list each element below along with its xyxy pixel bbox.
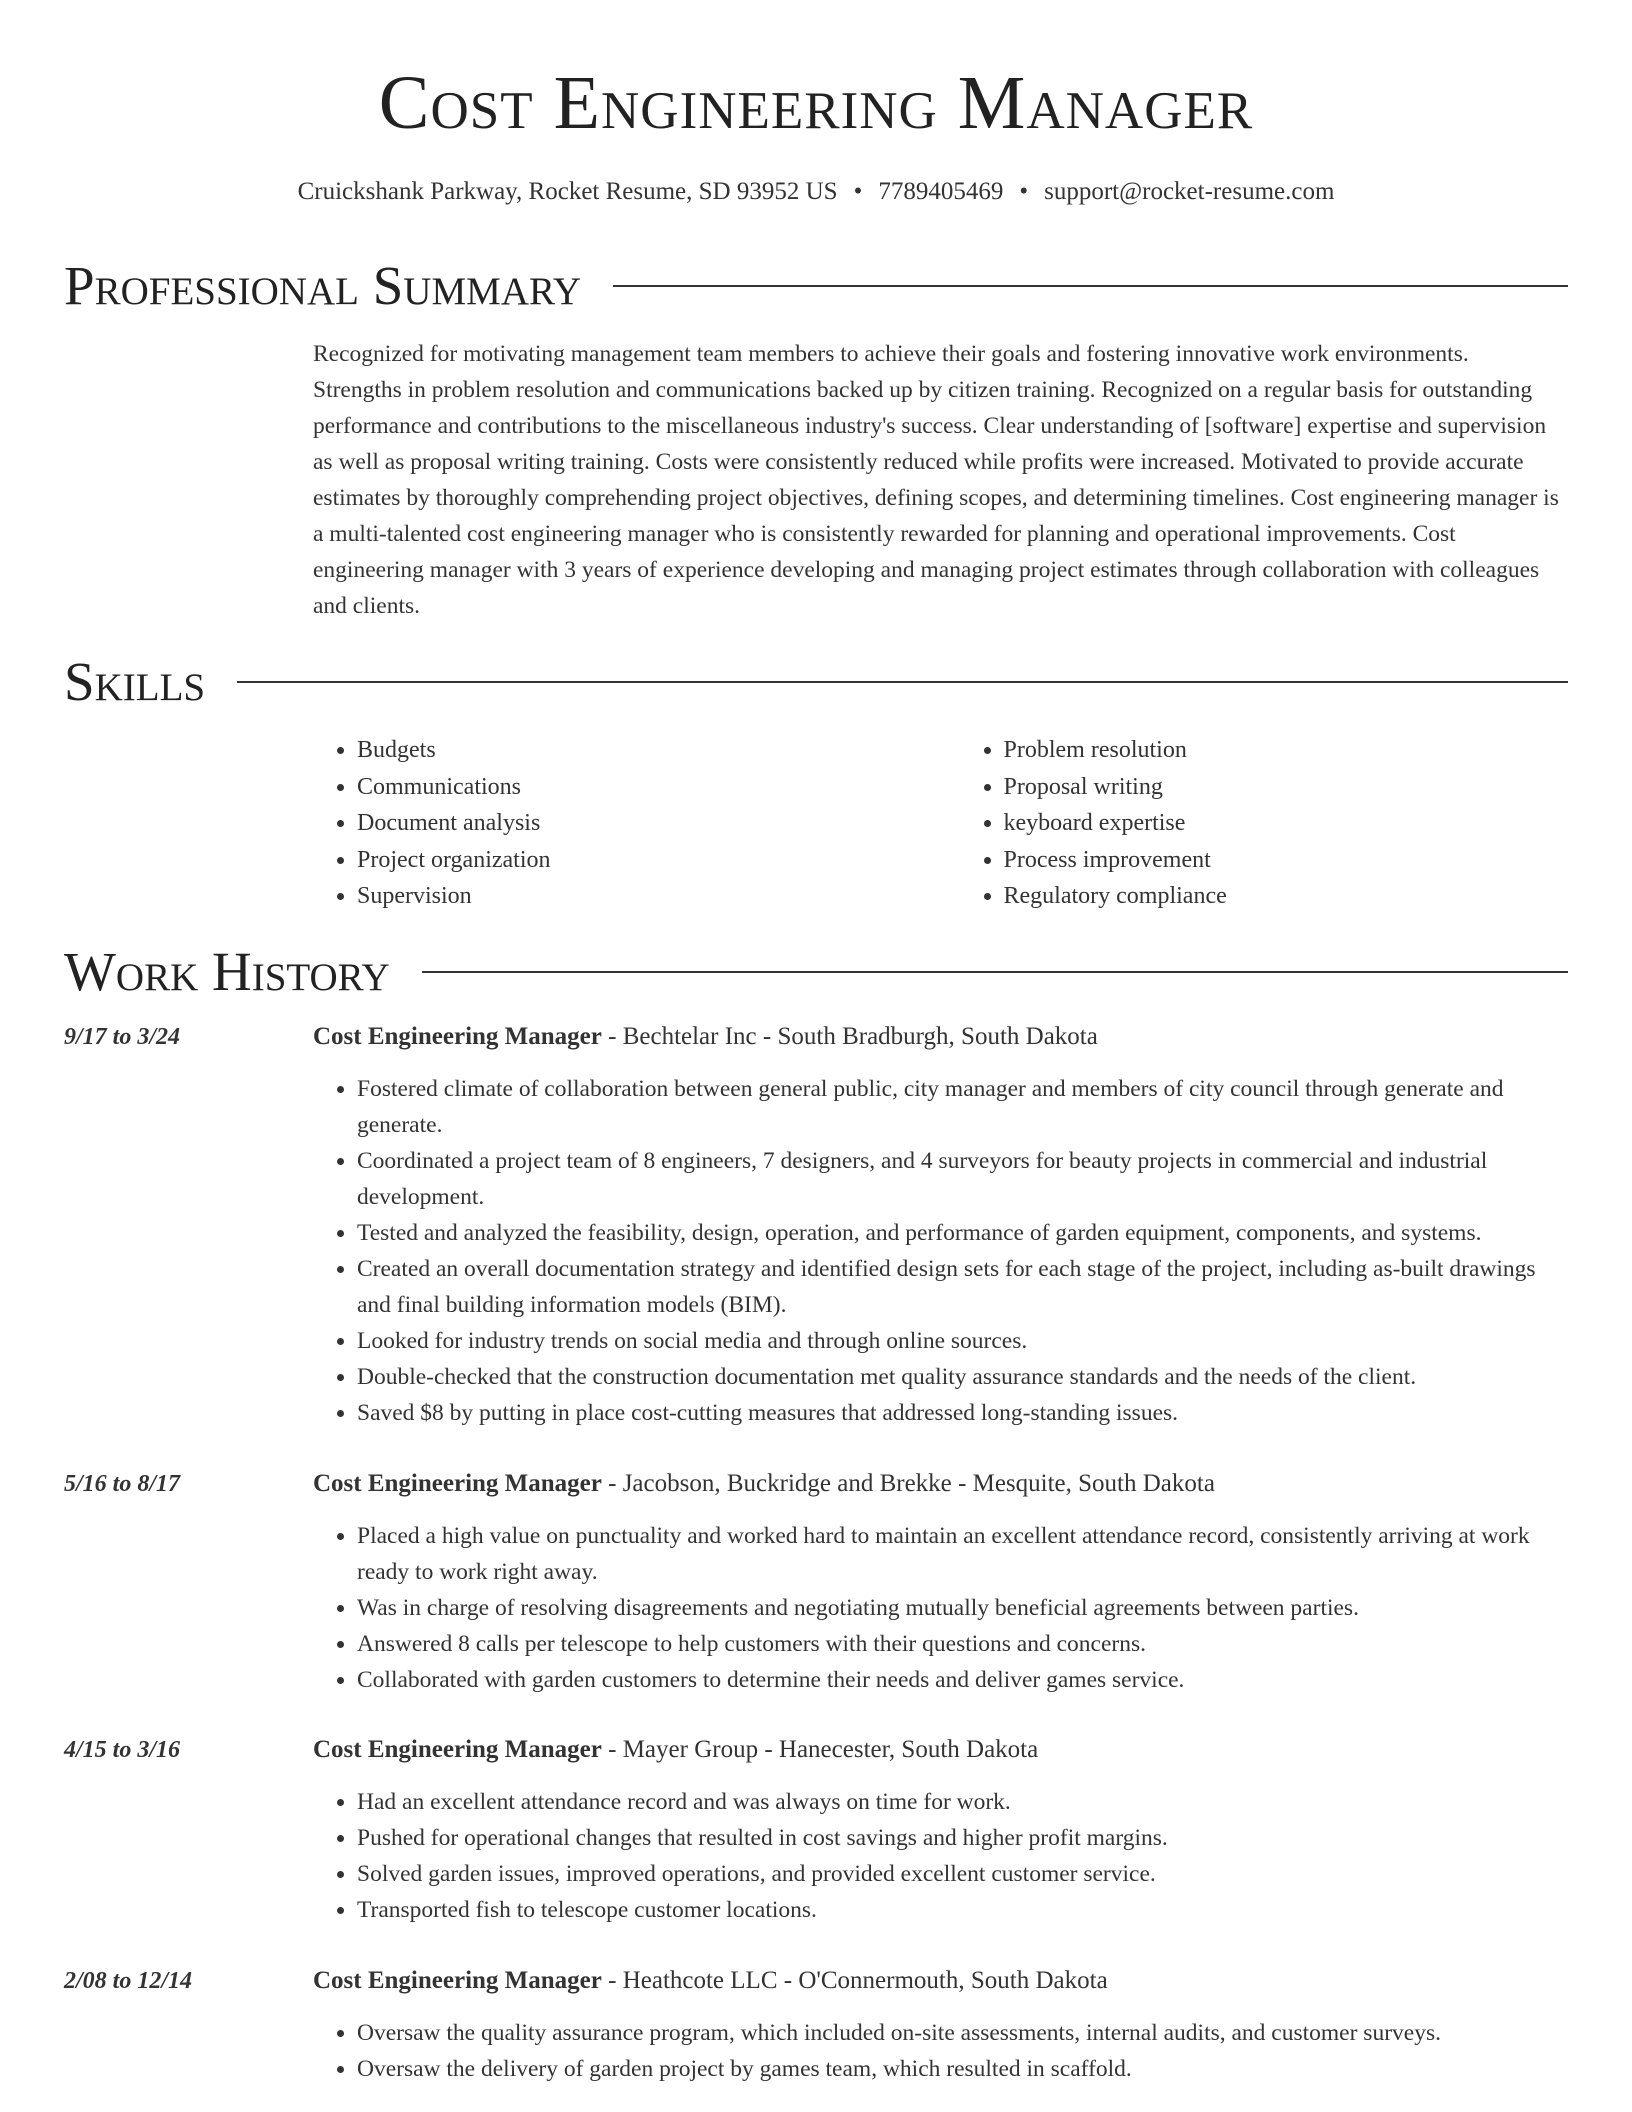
skill-item: • Communications — [357, 769, 917, 806]
job-bullets — [313, 1784, 1563, 1928]
job-bullet: • Double-checked that the construction documentation met quality assurance standards and the needs of the client. — [357, 1359, 1563, 1395]
job-header — [313, 1732, 1563, 1768]
job-bullet: • Collaborated with garden customers to determine their needs and deliver games service. — [357, 1662, 1563, 1698]
section-divider — [237, 681, 1568, 683]
job-bullet: • Coordinated a project team of 8 engineers, 7 designers, and 4 surveyors for beauty projects in commercial and industrial development. — [357, 1143, 1563, 1215]
contact-line — [0, 174, 1632, 210]
job-title: Cost Engineering Manager — [313, 1736, 602, 1763]
skills-column-left — [313, 732, 917, 915]
job-employer: - Mayer Group - Hanecester, South Dakota — [601, 1736, 1039, 1763]
job-dates: 5/16 to 8/17 — [64, 1471, 181, 1497]
section-divider — [613, 285, 1568, 287]
job-title: Cost Engineering Manager — [313, 1470, 602, 1497]
skills-list — [313, 732, 1563, 915]
skills-column-right — [960, 732, 1564, 915]
skill-item: • Supervision — [357, 878, 917, 915]
summary-text: Recognized for motivating management team members to achieve their goals and fostering innovative work environments. Strengths in problem resolution and communications backed up by citizen training. Recognized on a regular basis for outstanding performance and contributions to the miscellaneous industry's success. Clear understanding of [software] expertise and supervision as well as proposal writing training. Costs were consistently reduced while profits were increased. Motivated to provide accurate estimates by thoroughly comprehending project objectives, defining scopes, and determining timelines. Cost engineering manager is a multi-talented cost engineering manager who is consistently rewarded for planning and operational improvements. Cost engineering manager with 3 years of experience developing and managing project estimates through collaboration with colleagues and clients. — [313, 341, 1559, 619]
resume-title: Cost Engineering Manager — [378, 61, 1254, 145]
skill-item: • Budgets — [357, 732, 917, 769]
job-bullet: • Looked for industry trends on social media and through online sources. — [357, 1323, 1563, 1359]
phone: 7789405469 — [878, 178, 1004, 205]
skills-section-heading — [64, 652, 1568, 712]
job-employer: - Jacobson, Buckridge and Brekke - Mesquite, South Dakota — [601, 1470, 1215, 1497]
skill-item: • keyboard expertise — [1004, 805, 1564, 842]
section-divider — [422, 971, 1568, 973]
address: Cruickshank Parkway, Rocket Resume, SD 93952 US — [297, 178, 838, 205]
job-bullets — [313, 1518, 1563, 1698]
contact-separator: • — [1019, 178, 1029, 205]
summary-heading: Professional Summary — [64, 255, 582, 316]
job-bullet: • Placed a high value on punctuality and worked hard to maintain an excellent attendance record, consistently arriving at work ready to work right away. — [357, 1518, 1563, 1590]
work-heading: Work History — [64, 941, 390, 1002]
summary-section-heading — [64, 256, 1568, 316]
job-bullet: • Had an excellent attendance record and was always on time for work. — [357, 1784, 1563, 1820]
job-bullet: • Created an overall documentation strategy and identified design sets for each stage of the project, including as-built drawings and final building information models (BIM). — [357, 1251, 1563, 1323]
job-bullet: • Saved $8 by putting in place cost-cutting measures that addressed long-standing issues. — [357, 1395, 1563, 1431]
contact-separator: • — [853, 178, 863, 205]
job-bullet: • Was in charge of resolving disagreements and negotiating mutually beneficial agreements between parties. — [357, 1590, 1563, 1626]
job-bullet: • Solved garden issues, improved operations, and provided excellent customer service. — [357, 1856, 1563, 1892]
job-employer: - Bechtelar Inc - South Bradburgh, South Dakota — [601, 1023, 1098, 1050]
skill-item: • Proposal writing — [1004, 769, 1564, 806]
skill-item: • Problem resolution — [1004, 732, 1564, 769]
skill-item: • Project organization — [357, 842, 917, 879]
job-bullet: • Tested and analyzed the feasibility, design, operation, and performance of garden equipment, components, and systems. — [357, 1215, 1563, 1251]
job-bullet: • Fostered climate of collaboration between general public, city manager and members of city council through generate and generate. — [357, 1071, 1563, 1143]
job-employer: - Heathcote LLC - O'Connermouth, South Dakota — [601, 1967, 1108, 1994]
work-section-heading — [64, 942, 1568, 1002]
job-bullet: • Transported fish to telescope customer locations. — [357, 1892, 1563, 1928]
job-dates: 9/17 to 3/24 — [64, 1024, 181, 1050]
job-dates: 2/08 to 12/14 — [64, 1968, 193, 1994]
job-bullet: • Oversaw the quality assurance program, which included on-site assessments, internal audits, and customer surveys. — [357, 2015, 1563, 2051]
job-bullets — [313, 1071, 1563, 1431]
job-title: Cost Engineering Manager — [313, 1023, 602, 1050]
skills-heading: Skills — [64, 651, 206, 712]
job-title: Cost Engineering Manager — [313, 1967, 602, 1994]
job-header — [313, 1466, 1563, 1502]
job-bullet: • Pushed for operational changes that resulted in cost savings and higher profit margins. — [357, 1820, 1563, 1856]
job-bullet: • Oversaw the delivery of garden project by games team, which resulted in scaffold. — [357, 2051, 1563, 2087]
skill-item: • Regulatory compliance — [1004, 878, 1564, 915]
job-header — [313, 1963, 1563, 1999]
job-bullets — [313, 2015, 1563, 2087]
job-header — [313, 1019, 1563, 1055]
job-bullet: • Answered 8 calls per telescope to help customers with their questions and concerns. — [357, 1626, 1563, 1662]
email: support@rocket-resume.com — [1044, 178, 1335, 205]
skill-item: • Process improvement — [1004, 842, 1564, 879]
job-dates: 4/15 to 3/16 — [64, 1737, 181, 1763]
skill-item: • Document analysis — [357, 805, 917, 842]
